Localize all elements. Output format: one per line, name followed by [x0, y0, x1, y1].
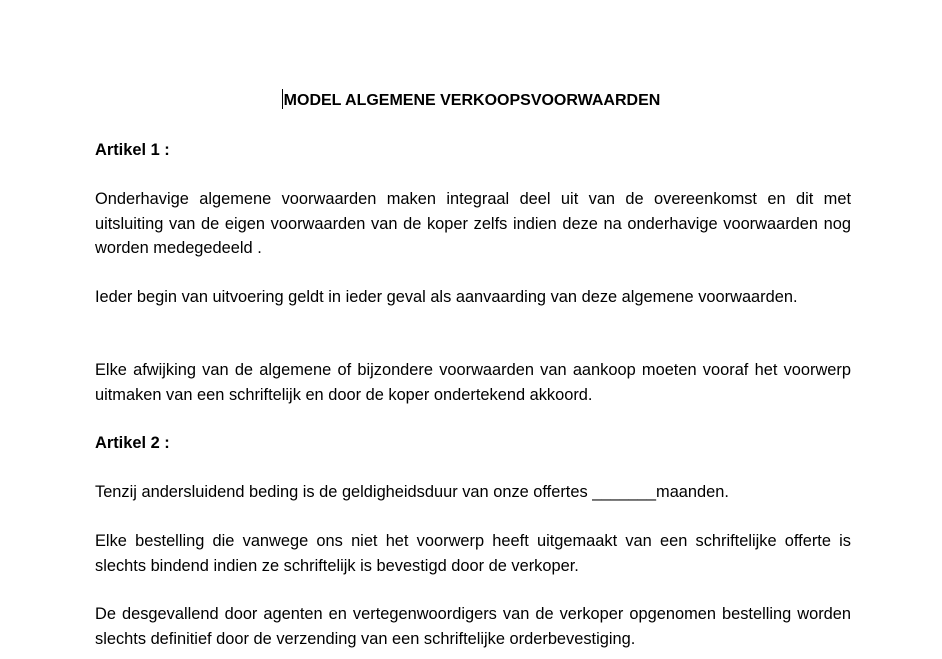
article-1-paragraph-3: Elke afwijking van de algemene of bijzondere voorwaarden van aankoop moeten vooraf het voorwerp uitmaken van een schriftelijk en door de koper ondertekend akkoord. — [95, 361, 851, 404]
article-2-paragraph-3: De desgevallend door agenten en vertegenwoordigers van de verkoper opgenomen bestelling worden slechts definitief door de verzending van een schriftelijke orderbevestiging. — [95, 605, 851, 648]
article-2-paragraph-2: Elke bestelling die vanwege ons niet het voorwerp heeft uitgemaakt van een schriftelijke offerte is slechts bindend indien ze schriftelijk is bevestigd door de verkoper. — [95, 532, 851, 575]
document-title-text: MODEL ALGEMENE VERKOOPSVOORWAARDEN — [283, 92, 661, 109]
article-1-heading: Artikel 1 : — [95, 141, 170, 159]
article-1-paragraph-1: Onderhavige algemene voorwaarden maken integraal deel uit van de overeenkomst en dit met uitsluiting van de eigen voorwaarden van de koper zelfs indien deze na onderhavige voorwaarden nog worden medegedeeld . — [95, 190, 851, 257]
article-1-paragraph-2: Ieder begin van uitvoering geldt in ieder geval als aanvaarding van deze algemene voorwaarden. — [95, 288, 798, 306]
text-cursor — [282, 89, 283, 109]
document-title — [0, 89, 942, 112]
article-2-heading: Artikel 2 : — [95, 434, 170, 452]
article-2-paragraph-1: Tenzij andersluidend beding is de geldigheidsduur van onze offertes _______maanden. — [95, 483, 729, 501]
